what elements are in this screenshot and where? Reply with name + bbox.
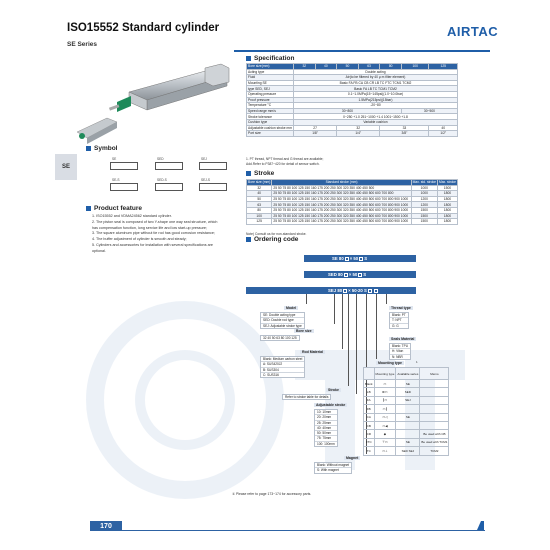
specification-heading: Specification: [246, 55, 294, 62]
section-marker-icon: [86, 146, 91, 151]
mounting-memo: [420, 388, 449, 396]
stroke-max: 1800: [437, 207, 457, 213]
spec-value: 3/8": [380, 131, 429, 137]
symbol-label: SEJ: [201, 157, 207, 161]
mounting-series: [396, 430, 420, 438]
symbol-label: SE: [112, 157, 117, 161]
page-title: ISO15552 Standard cylinder: [67, 22, 220, 34]
stroke-header: Max. std. stroke: [412, 180, 436, 185]
feature-item: 5. Cylinders and accessories for installation with several specifications are: [92, 242, 213, 247]
spec-label: Speed range mm/s: [247, 108, 294, 114]
seals-material-label: Seals Material: [391, 337, 415, 341]
mounting-drawing-icon: ▭: [374, 380, 396, 388]
feature-list: [92, 214, 242, 255]
stroke-table: [246, 179, 458, 225]
stroke-max-std: 1200: [411, 202, 437, 208]
stroke-max: 1800: [437, 196, 457, 202]
bore-col: 50: [337, 64, 359, 70]
connector-line: [334, 294, 335, 324]
section-marker-icon: [246, 237, 251, 242]
stroke-values: 25 50 75 80 100 125 150 160 175 200 250 300 320 350 400 450 500 600 700 800 900 1000: [272, 196, 411, 202]
spec-label: Adjustable cushion stroke mm: [248, 125, 292, 130]
stroke-bore: 40: [247, 191, 272, 197]
spec-value: 1/8": [293, 131, 336, 137]
mounting-drawing-icon: ⊤▭: [374, 438, 396, 446]
mounting-series: SED SEJ: [396, 447, 420, 455]
stroke-option: Refer to stroke table for details: [285, 395, 329, 399]
spec-value: 40: [429, 125, 458, 131]
footer-rule: [122, 530, 485, 531]
stroke-bore: 63: [247, 202, 272, 208]
symbol-label: SE-S: [112, 178, 120, 182]
mounting-series: [396, 405, 420, 413]
adj-option: 40: 40mm: [315, 426, 337, 431]
connector-line: [386, 294, 387, 304]
adj-option: 100: 100mm: [317, 441, 335, 446]
specification-notes: [246, 157, 323, 166]
spec-value: 0.1~1.0MPa(15~145psi)(1.0~10.0bar): [293, 91, 457, 97]
stroke-bore: 100: [247, 213, 272, 219]
magnet-options: [314, 462, 352, 474]
model-options: [260, 312, 305, 329]
mounting-memo: Be used with TCM1: [420, 438, 449, 446]
bore-col: 125: [429, 64, 458, 70]
feature-item: 1. ISO15552 and VDMA24562 standard cylinder.: [92, 214, 172, 218]
stroke-values: 25 50 75 80 100 125 150 160 175 200 250 300 320 350 400 450 500 600 700 800 900 1000: [272, 219, 411, 225]
stroke-values: 25 50 75 80 100 125 150 160 175 200 250 300 320 350 400 450 500 600 700 800 900 1000: [272, 213, 411, 219]
model-option: SE: Double acting type: [261, 313, 304, 318]
mounting-code: TC: [364, 447, 375, 455]
note-marker: 1: [416, 360, 418, 364]
order-code-line: SEJ 80 × 50-20 S: [246, 287, 416, 294]
mounting-drawing-icon: ▭┃: [374, 405, 396, 413]
stroke-bore: 50: [247, 196, 272, 202]
model-option: SED: Double rod type: [261, 318, 304, 323]
mounting-memo: TCM2: [420, 447, 449, 455]
series-subtitle: SE Series: [67, 41, 97, 48]
stroke-max-std: 1000: [411, 185, 437, 191]
cylinder-detail-photo: [72, 112, 122, 147]
rod-option: B: SUS304: [261, 368, 304, 373]
spec-label: Mounting SE: [247, 80, 294, 86]
mounting-header: Mounting type: [374, 368, 396, 380]
stroke-max-std: 1500: [411, 219, 437, 225]
rod-material-label: Rod Material: [302, 350, 324, 354]
spec-value: Basic FA FB CA CB CR LB TC FTC TCM1 TCM2: [293, 80, 457, 86]
seals-option: N: NBR: [392, 354, 403, 359]
stroke-max: 1800: [437, 191, 457, 197]
magnet-label: Magnet: [346, 456, 359, 460]
order-code-line: SE 80 × 50 S: [304, 255, 416, 262]
section-marker-icon: [246, 56, 251, 61]
adj-option: 20: 20mm: [315, 415, 337, 420]
code-slot-icon: [374, 289, 378, 293]
connector-line: [376, 294, 377, 359]
bore-header: Bore size(mm): [247, 64, 294, 70]
mounting-header: Available series: [396, 368, 420, 380]
stroke-max: 1800: [437, 219, 457, 225]
spec-value: 27: [293, 125, 336, 131]
spec-label: Port size: [247, 131, 294, 137]
brand-logo: AIRTAC: [447, 24, 499, 39]
mounting-series: SED: [396, 388, 420, 396]
page-header: [55, 14, 497, 52]
connector-line: [342, 294, 343, 349]
spec-value: 1.5MPa(215psi)(15bar): [293, 97, 457, 103]
spec-label: Cushion type: [247, 119, 294, 125]
mounting-drawing-icon: ⊏▭: [374, 388, 396, 396]
thread-option: T: NPT: [390, 318, 408, 323]
bore-option: 32 40 50 63 80 100 125: [263, 336, 297, 340]
symbol-diagram: [155, 162, 183, 170]
rod-material-options: [260, 356, 305, 378]
connector-line: [306, 294, 307, 304]
stroke-max-std: 1500: [411, 207, 437, 213]
mounting-memo: [420, 413, 449, 421]
symbol-label: SEJ-S: [201, 178, 211, 182]
symbol-heading: Symbol: [86, 145, 117, 152]
mounting-memo: [420, 396, 449, 404]
stroke-note: Note) Consult us for non-standard stroke.: [246, 232, 307, 236]
feature-item: optional.: [92, 248, 106, 253]
mounting-series: [396, 421, 420, 429]
seals-option: H: Viton: [390, 349, 410, 354]
magnet-option: S: With magnet: [317, 468, 339, 473]
stroke-heading: Stroke: [246, 170, 274, 177]
bore-col: 80: [380, 64, 402, 70]
mounting-code: FTC: [364, 438, 375, 446]
code-slot-icon: [343, 289, 347, 293]
spec-label: type SED, SEJ: [247, 86, 294, 92]
seals-material-options: [389, 343, 411, 360]
mounting-series: SE: [396, 438, 420, 446]
mounting-code: FB: [364, 405, 375, 413]
mounting-series: SE: [396, 380, 420, 388]
spec-value: Air(to be filtered by 40 μ m filter element): [293, 75, 457, 81]
order-code-line: SED 80 × 50 S: [304, 271, 416, 278]
stroke-max: 1800: [437, 202, 457, 208]
spec-value: 1/4": [337, 131, 380, 137]
brand-mark-icon: [477, 521, 484, 530]
magnet-option: Blank: Without magnet: [317, 463, 350, 467]
symbol-diagram: [199, 162, 227, 170]
mounting-code: Blank: [364, 380, 375, 388]
code-slot-icon: [358, 273, 362, 277]
specification-table: [246, 63, 458, 137]
spec-value: Double acting: [293, 69, 457, 75]
symbol-label: SED: [157, 157, 164, 161]
stroke-max-std: 1500: [411, 213, 437, 219]
symbol-diagram: [155, 183, 183, 191]
feature-item: 4. The buffer adjustment of cylinder is smooth and steady;: [92, 237, 187, 242]
bore-col: 32: [293, 64, 315, 70]
mounting-drawing-icon: ▭◁: [374, 413, 396, 421]
connector-line: [348, 294, 349, 386]
bore-col: 63: [358, 64, 380, 70]
stroke-label: Stroke: [328, 388, 339, 392]
thread-option: G: G: [392, 323, 399, 328]
stroke-bore: 80: [247, 207, 272, 213]
mounting-code: FA: [364, 396, 375, 404]
rod-option: Blank: Medium carbon steel: [263, 357, 303, 361]
spec-value: 30~800: [293, 108, 401, 114]
mounting-code: CB: [364, 421, 375, 429]
rod-option: A: SUS420J2: [261, 362, 304, 367]
stroke-header: Standard stroke (mm): [272, 180, 411, 186]
spec-label: Fluid: [247, 75, 294, 81]
adj-option: 10: 10mm: [315, 410, 337, 415]
mounting-series: SEJ: [396, 396, 420, 404]
spec-value: 33: [380, 125, 429, 131]
stroke-values: 25 50 75 80 100 125 150 160 175 200 250 300 320 350 400 450 500 600 700 800: [272, 191, 411, 197]
rod-option: C: SUS316: [263, 372, 279, 377]
mounting-drawing-icon: ┃▭: [374, 396, 396, 404]
spec-note: Add.Refer to P387~420 for detail of sensor switch.: [246, 161, 320, 166]
spec-value: Variable cushion: [293, 119, 457, 125]
thread-type-options: [389, 312, 409, 329]
stroke-values: 25 50 75 80 100 125 150 160 175 200 250 300 320 350 400 450 500 600 700 800 900 1000: [272, 207, 411, 213]
symbol-grid: [86, 152, 234, 200]
stroke-bore: 125: [247, 219, 272, 225]
bore-label: Bore size: [296, 329, 312, 333]
bore-col: 100: [401, 64, 429, 70]
stroke-values: 25 50 75 80 100 125 150 160 175 200 250 300 320 350 400 450 500: [272, 185, 411, 191]
mounting-header: Memo: [420, 368, 449, 380]
stroke-header: Bore size (mm): [248, 180, 271, 185]
accessory-note: ① Please refer to page 173~174 for accessory parts.: [232, 492, 312, 496]
connector-line: [356, 294, 357, 394]
mounting-memo: [420, 380, 449, 388]
stroke-max-std: 1000: [411, 191, 437, 197]
page-number: 170: [90, 521, 122, 531]
spec-value: 32: [337, 125, 380, 131]
adjustable-stroke-options: [314, 409, 338, 447]
mounting-header: [364, 368, 375, 380]
feature-item: has compensation function, long service life and low start-up pressure;: [92, 225, 207, 230]
mounting-memo: [420, 421, 449, 429]
symbol-label: SED-S: [157, 178, 167, 182]
mounting-table: [363, 367, 447, 456]
header-underline: [235, 50, 490, 52]
spec-label: Acting type: [247, 69, 294, 75]
mounting-memo: [420, 405, 449, 413]
stroke-max: 1500: [437, 185, 457, 191]
spec-note: 1. PT thread, NPT thread and G thread are available;: [246, 157, 324, 161]
mounting-code: CR: [364, 430, 375, 438]
stroke-header: Max. stroke: [438, 180, 456, 185]
code-slot-icon: [345, 257, 349, 261]
symbol-diagram: [110, 183, 138, 191]
mounting-drawing-icon: ▭◀: [374, 421, 396, 429]
code-slot-icon: [368, 289, 372, 293]
feature-heading: Product feature: [86, 205, 142, 212]
mounting-type-label: Mounting type: [378, 361, 402, 365]
symbol-diagram: [110, 162, 138, 170]
model-label: Model: [286, 306, 297, 310]
stroke-options: [282, 394, 331, 400]
feature-item: 3. The square aluminum pipe without tie rod has good corrosion resistance;: [92, 231, 215, 236]
spec-label: Stroke tolerance: [247, 114, 294, 120]
model-option: SEJ: Adjustable stroke type: [263, 323, 302, 328]
series-side-tab: SE: [55, 154, 77, 180]
spec-value: 30~500: [401, 108, 457, 114]
spec-label: Operating pressure: [247, 91, 294, 97]
mounting-drawing-icon: ◆: [374, 430, 396, 438]
spec-label: Temperature °C: [247, 103, 294, 109]
spec-value: 1/2": [429, 131, 458, 137]
mounting-code: LB: [364, 388, 375, 396]
stroke-values: 25 50 75 80 100 125 150 160 175 200 250 300 320 350 400 450 500 600 700 800 900 1000: [272, 202, 411, 208]
section-marker-icon: [86, 206, 91, 211]
spec-value: -20~80: [293, 103, 457, 109]
mounting-memo: Be used with CB: [420, 430, 449, 438]
stroke-max: 1800: [437, 213, 457, 219]
code-slot-icon: [359, 257, 363, 261]
bore-options: [260, 335, 300, 341]
mounting-code: CA: [364, 413, 375, 421]
adj-option: 25: 25mm: [315, 421, 337, 426]
thread-option: Blank: PT: [392, 313, 406, 317]
seals-option: Blank: TPU: [392, 344, 409, 348]
adj-option: 50: 50mm: [315, 431, 337, 436]
thread-type-label: Thread type: [391, 306, 411, 310]
adjustable-stroke-label: Adjustable stroke: [316, 403, 346, 407]
spec-value: 0~250 +1.0 251~1000 +1.4 1001~1500 +1.8: [293, 114, 457, 120]
spec-value: Basic FA LB TC TCM1 TCM2: [293, 86, 457, 92]
stroke-max-std: 1200: [411, 196, 437, 202]
mounting-series: SE: [396, 413, 420, 421]
section-marker-icon: [246, 171, 251, 176]
feature-item: 2. The piston seal is composed of two Y-shape one way seal structure, which: [92, 219, 218, 224]
ordering-heading: Ordering code: [246, 236, 298, 243]
adj-option: 75: 75mm: [315, 436, 337, 441]
spec-label: Proof pressure: [247, 97, 294, 103]
cylinder-photo: [109, 62, 233, 120]
stroke-bore: 32: [247, 185, 272, 191]
code-slot-icon: [344, 273, 348, 277]
mounting-drawing-icon: ▭⊥: [374, 447, 396, 455]
bore-col: 40: [315, 64, 337, 70]
symbol-diagram: [199, 183, 227, 191]
